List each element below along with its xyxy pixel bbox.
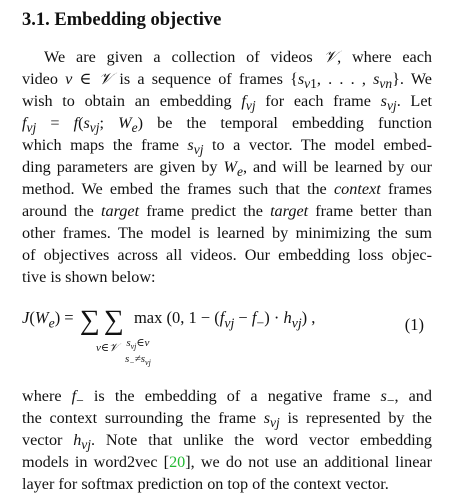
sum-subscript-2: $s_{vj}\in v$ $s_-\ne s_{vj}$: [125, 337, 151, 368]
sum-subscript-1: v∈𝒱: [96, 342, 119, 354]
paragraph1-line8: around the target frame predict the target frame better than: [22, 202, 432, 220]
paragraph1-line9: other frames. The model is learned by minimizing the sum: [22, 224, 432, 242]
paragraph1-line5: which maps the frame $s_{vj}$ to a vector. The model embed-: [22, 136, 432, 158]
paragraph2-line2: the context surrounding the frame $s_{vj}$ is represented by the: [22, 409, 432, 431]
paragraph1-line3: wish to obtain an embedding $f_{vj}$ for each frame $s_{vj}$. Let: [22, 92, 432, 114]
paragraph1-line1: We are given a collection of videos 𝒱, where each: [44, 48, 432, 66]
paragraph1-line11: tive is shown below:: [22, 268, 156, 286]
citation-link[interactable]: 20: [169, 453, 186, 471]
sum-symbol-2: ∑: [103, 305, 124, 336]
paragraph2-line3: vector $h_{vj}$. Note that unlike the word vector embedding: [22, 431, 432, 453]
paragraph2-line4: models in word2vec [20], we do not use an additional linear: [22, 453, 433, 471]
paragraph2-line1: where $f_-$ is the embedding of a negative frame $s_-$, and: [22, 387, 432, 409]
equation-body: $J(W_e)$ = ∑ ∑ max (0, $1 - (f_{vj} - f_-) \cdot h_{vj}$) ,: [22, 305, 316, 336]
paragraph1-line2: video v ∈ 𝒱 is a sequence of frames {$s_{v1}$, . . . , $s_{vn}$}. We: [22, 70, 432, 92]
equation-number: (1): [404, 315, 424, 334]
paragraph1-line10: of objectives across all videos. Our embedding loss objec-: [22, 246, 432, 264]
section-heading: 3.1. Embedding objective: [22, 10, 222, 30]
paper-page: [22, 0, 432, 500]
paragraph1-line4: $f_{vj} = f(s_{vj}$; $W_e$) be the temporal embedding function: [22, 114, 432, 136]
paragraph1-line6: ding parameters are given by $W_e$, and will be learned by our: [22, 158, 432, 180]
paragraph2-line5: layer for softmax prediction on top of the context vector.: [22, 475, 389, 493]
sum-symbol-1: ∑: [79, 305, 100, 336]
equation-1: [22, 300, 432, 370]
paragraph1-line7: method. We embed the frames such that the context frames: [22, 180, 432, 198]
